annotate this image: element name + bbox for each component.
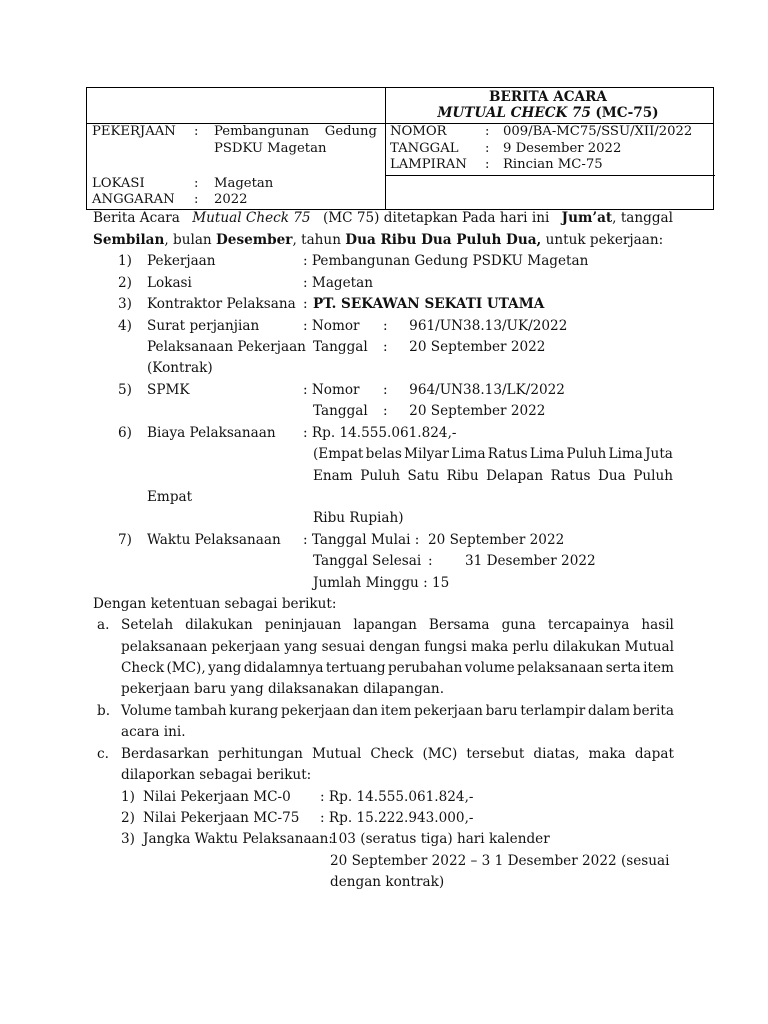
doc-subtitle-italic: MUTUAL CHECK 75	[437, 105, 591, 121]
intro-line1	[93, 210, 673, 226]
word: terlampir	[520, 703, 586, 719]
item-value: Tanggal	[313, 403, 368, 419]
word: pekerjaan	[281, 703, 350, 719]
condition-a-line1	[121, 617, 674, 633]
sub-item-number: 2)	[121, 810, 135, 826]
word: (Empat	[313, 446, 364, 462]
item-number: 4)	[118, 318, 132, 334]
word: Ratus	[487, 446, 528, 462]
pekerjaan-value-line1	[214, 124, 377, 139]
contractor-name: PT. SEKAWAN SEKATI UTAMA	[313, 296, 545, 312]
word: Check	[121, 660, 165, 676]
word: dilakukan	[185, 617, 253, 633]
anggaran-label: ANGGARAN	[92, 192, 175, 207]
word: Puluh	[566, 446, 607, 462]
word: Lima	[608, 446, 643, 462]
word: kurang	[229, 703, 279, 719]
word: pelaksanaan	[121, 639, 208, 655]
item-label: Lokasi	[147, 275, 192, 291]
nomor-value: 009/BA-MC75/SSU/XII/2022	[503, 124, 693, 139]
lokasi-value: Magetan	[214, 176, 274, 191]
intro-day	[562, 210, 673, 226]
word: perubahan	[387, 660, 463, 676]
word: fungsi	[424, 639, 467, 655]
item-value: Tanggal	[313, 339, 368, 355]
word: Pembangunan	[214, 124, 310, 139]
item-value: : 961/UN38.13/UK/2022	[383, 318, 568, 334]
word: Ribu	[446, 468, 479, 484]
word: Dua	[597, 468, 626, 484]
doc-title: BERITA ACARA	[489, 89, 607, 105]
condition-a-line4: pekerjaan baru yang dilaksanakan dilapangan.	[121, 681, 445, 697]
intro-date: Sembilan	[93, 232, 165, 248]
doc-subtitle-code: (MC-75)	[595, 105, 659, 121]
item-value: 15	[432, 575, 450, 591]
sub-item-number: 3)	[121, 831, 135, 847]
item-value: : Nomor	[303, 318, 360, 334]
sub-item-label: Jangka Waktu Pelaksanaan:	[143, 831, 333, 847]
word: yang	[284, 639, 318, 655]
word: item	[380, 703, 412, 719]
item-label: Surat perjanjian	[147, 318, 260, 334]
word: tersebut	[466, 746, 525, 762]
word: maka	[470, 639, 509, 655]
word: Ratus	[550, 468, 591, 484]
word: pelaksanaan	[517, 660, 604, 676]
item-value: : 20 September 2022	[383, 339, 546, 355]
colon: :	[485, 141, 490, 156]
item-label: SPMK	[147, 382, 190, 398]
word: Setelah	[121, 617, 174, 633]
word: Bersama	[428, 617, 490, 633]
item-value: : 964/UN38.13/LK/2022	[383, 382, 565, 398]
word: Juta	[645, 446, 673, 462]
item-number: 3)	[118, 296, 132, 312]
intro-text: (MC 75) ditetapkan Pada hari ini	[322, 210, 550, 226]
item-number: 1)	[118, 253, 132, 269]
word: yang	[208, 660, 242, 676]
list-marker: a.	[97, 617, 110, 633]
item-value: : Tanggal Mulai :	[303, 532, 420, 548]
condition-a-line3	[121, 660, 674, 676]
sub-item-value: : Rp. 15.222.943.000,-	[320, 810, 474, 826]
item-number: 6)	[118, 425, 132, 441]
word: dapat	[634, 746, 674, 762]
colon: :	[485, 124, 490, 139]
word: dalam	[587, 703, 631, 719]
word: (MC)	[422, 746, 458, 762]
intro-line2	[93, 232, 663, 248]
table-divider	[385, 175, 715, 176]
word: Enam	[313, 468, 353, 484]
doc-subtitle	[383, 105, 713, 121]
sub-item-label: Nilai Pekerjaan MC-0	[143, 789, 291, 805]
nomor-label: NOMOR	[390, 124, 447, 139]
intro-day-value: Jum’at	[561, 210, 613, 226]
colon: :	[194, 124, 199, 139]
word: Volume	[121, 703, 172, 719]
colon: :	[194, 176, 199, 191]
amount-in-words-end: Ribu Rupiah)	[313, 510, 404, 526]
amount-in-words-line1	[313, 446, 673, 462]
intro-mutual-check: Mutual Check 75	[192, 210, 311, 226]
word: Satu	[407, 468, 440, 484]
colon: :	[303, 296, 308, 312]
word: tertuang	[325, 660, 386, 676]
word: perhitungan	[218, 746, 303, 762]
word: diatas,	[533, 746, 580, 762]
intro-year: Dua Ribu Dua Puluh Dua,	[345, 232, 542, 248]
lampiran-value: Rincian MC-75	[503, 157, 603, 172]
word: didalamnya	[243, 660, 324, 676]
colon: :	[428, 553, 433, 569]
word: maka	[588, 746, 626, 762]
item-label: Waktu Pelaksanaan	[147, 532, 281, 548]
item-value: : Pembangunan Gedung PSDKU Magetan	[303, 253, 589, 269]
item-number: 2)	[118, 275, 132, 291]
item-value: 31 Desember 2022	[465, 553, 596, 569]
sub-item-value: 103 (seratus tiga) hari kalender	[330, 831, 550, 847]
sub-item-value: : Rp. 14.555.061.824,-	[320, 789, 474, 805]
sub-item-value: 20 September 2022 – 3 1 Desember 2022 (sesuai	[330, 853, 670, 869]
word: peninjauan	[264, 617, 342, 633]
word: item	[643, 660, 674, 676]
condition-b-line1	[121, 703, 674, 719]
word: hasil	[641, 617, 674, 633]
item-value: Tanggal Selesai	[313, 553, 422, 569]
word: Puluh	[633, 468, 673, 484]
item-label: Pekerjaan	[147, 253, 216, 269]
colon: :	[485, 157, 490, 172]
word: dengan	[369, 639, 421, 655]
word: Check	[370, 746, 414, 762]
word: pekerjaan	[211, 639, 281, 655]
word: Berdasarkan	[121, 746, 210, 762]
word: dan	[352, 703, 378, 719]
item-label: (Kontrak)	[147, 360, 213, 376]
item-label: Pelaksanaan Pekerjaan	[147, 339, 306, 355]
anggaran-value: 2022	[214, 192, 248, 207]
word: tambah	[174, 703, 227, 719]
tanggal-value: 9 Desember 2022	[503, 141, 622, 156]
word: baru	[485, 703, 518, 719]
lokasi-label: LOKASI	[92, 176, 145, 191]
pekerjaan-label: PEKERJAAN	[92, 124, 176, 139]
sub-item-label: Nilai Pekerjaan MC-75	[143, 810, 300, 826]
word: volume	[464, 660, 515, 676]
word: Lima	[451, 446, 486, 462]
word: Puluh	[360, 468, 400, 484]
word: Mutual	[311, 746, 362, 762]
item-value: : Nomor	[303, 382, 360, 398]
intro-text: untuk pekerjaan:	[545, 232, 664, 248]
list-marker: c.	[97, 746, 109, 762]
intro-text: Berita Acara	[93, 210, 180, 226]
tanggal-label: TANGGAL	[390, 141, 459, 156]
condition-a-line2	[121, 639, 674, 655]
word: tercapainya	[547, 617, 630, 633]
word: pekerjaan	[414, 703, 483, 719]
item-number: 7)	[118, 532, 132, 548]
item-number: 5)	[118, 382, 132, 398]
word: Delapan	[486, 468, 544, 484]
intro-text: , tahun	[292, 232, 341, 248]
word: sesuai	[321, 639, 365, 655]
condition-c-line1	[121, 746, 674, 762]
item-value: : Magetan	[303, 275, 373, 291]
word: serta	[605, 660, 641, 676]
pekerjaan-value-line2: PSDKU Magetan	[214, 141, 327, 156]
intro-text: , bulan	[164, 232, 212, 248]
conditions-heading: Dengan ketentuan sebagai berikut:	[93, 596, 337, 612]
word: Milyar	[404, 446, 449, 462]
condition-b-line2: acara ini.	[121, 724, 186, 740]
word: (MC),	[166, 660, 206, 676]
item-label: Kontraktor Pelaksana	[147, 296, 296, 312]
intro-text: , tanggal	[612, 210, 673, 226]
word: perlu	[512, 639, 549, 655]
lampiran-label: LAMPIRAN	[390, 157, 467, 172]
colon: :	[194, 192, 199, 207]
amount-in-words-line2	[313, 468, 673, 484]
intro-month: Desember	[216, 232, 293, 248]
item-value: : 20 September 2022	[383, 403, 546, 419]
item-value: : Rp. 14.555.061.824,-	[303, 425, 457, 441]
word: Gedung	[324, 124, 377, 139]
list-marker: b.	[97, 703, 111, 719]
sub-item-value: dengan kontrak)	[330, 874, 445, 890]
sub-item-number: 1)	[121, 789, 135, 805]
amount-in-words-wrap: Empat	[147, 489, 193, 505]
word: Lima	[529, 446, 565, 462]
word: berita	[632, 703, 674, 719]
word: guna	[501, 617, 536, 633]
word: lapangan	[353, 617, 417, 633]
item-label: Biaya Pelaksanaan	[147, 425, 276, 441]
word: dilakukan	[552, 639, 621, 655]
condition-c-line2: dilaporkan sebagai berikut:	[121, 767, 312, 783]
item-value: 20 September 2022	[428, 532, 565, 548]
word: belas	[365, 446, 402, 462]
item-value: Jumlah Minggu :	[313, 575, 428, 591]
word: Mutual	[624, 639, 674, 655]
